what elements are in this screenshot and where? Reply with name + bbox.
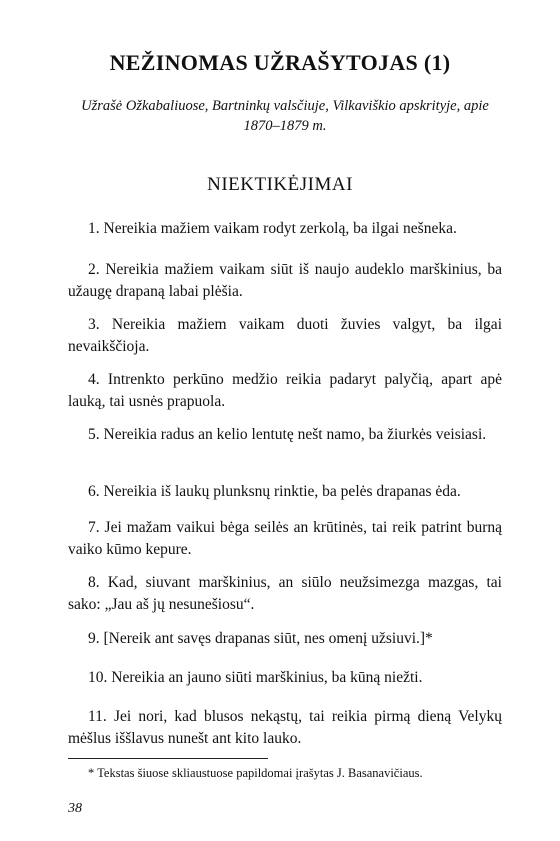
page-number: 38: [68, 801, 82, 816]
list-item: 3. Nereikia mažiem vaikam duoti žuvies valgyt, ba ilgai nevaikščioja.: [68, 316, 502, 355]
page-subtitle: Užrašė Ožkabaliuose, Bartninkų valsčiuje, Vilkaviškio apskrityje, apie 1870–1879 m.: [81, 98, 489, 134]
list-item: 11. Jei nori, kad blusos nekąstų, tai reikia pirmą dieną Velykų mėšlus iššlavus nunešt ant kito lauko.: [68, 708, 502, 747]
section-heading: NIEKTIKĖJIMAI: [207, 174, 353, 195]
page-title: NEŽINOMAS UŽRAŠYTOJAS (1): [109, 50, 451, 75]
list-item: 4. Intrenkto perkūno medžio reikia padaryt palyčią, apart apė lauką, tai usnės prapuola.: [68, 371, 502, 410]
list-item: 7. Jei mažam vaikui bėga seilės an krūtinės, tai reik patrint burną vaiko kūmo kepure.: [68, 519, 502, 558]
list-item: 8. Kad, siuvant marškinius, an siūlo neužsimezga mazgas, tai sako: „Jau aš jų nesunešiosu“.: [68, 574, 502, 613]
footnote: * Tekstas šiuose skliaustuose papildomai įrašytas J. Basanavičiaus.: [88, 766, 423, 780]
list-item: 6. Nereikia iš laukų plunksnų rinktie, ba pelės drapanas ėda.: [88, 483, 461, 500]
list-item: 1. Nereikia mažiem vaikam rodyt zerkolą, ba ilgai nešneka.: [88, 220, 457, 237]
list-item: 2. Nereikia mažiem vaikam siūt iš naujo audeklo marškinius, ba užaugę drapaną labai plėšia.: [68, 261, 502, 300]
list-item: 5. Nereikia radus an kelio lentutę nešt namo, ba žiurkės veisiasi.: [88, 426, 487, 443]
list-item: 10. Nereikia an jauno siūti marškinius, ba kūną niežti.: [88, 669, 423, 686]
footnote-divider: [68, 758, 268, 759]
list-item: 9. [Nereik ant savęs drapanas siūt, nes omenį užsiuvi.]*: [88, 630, 433, 647]
